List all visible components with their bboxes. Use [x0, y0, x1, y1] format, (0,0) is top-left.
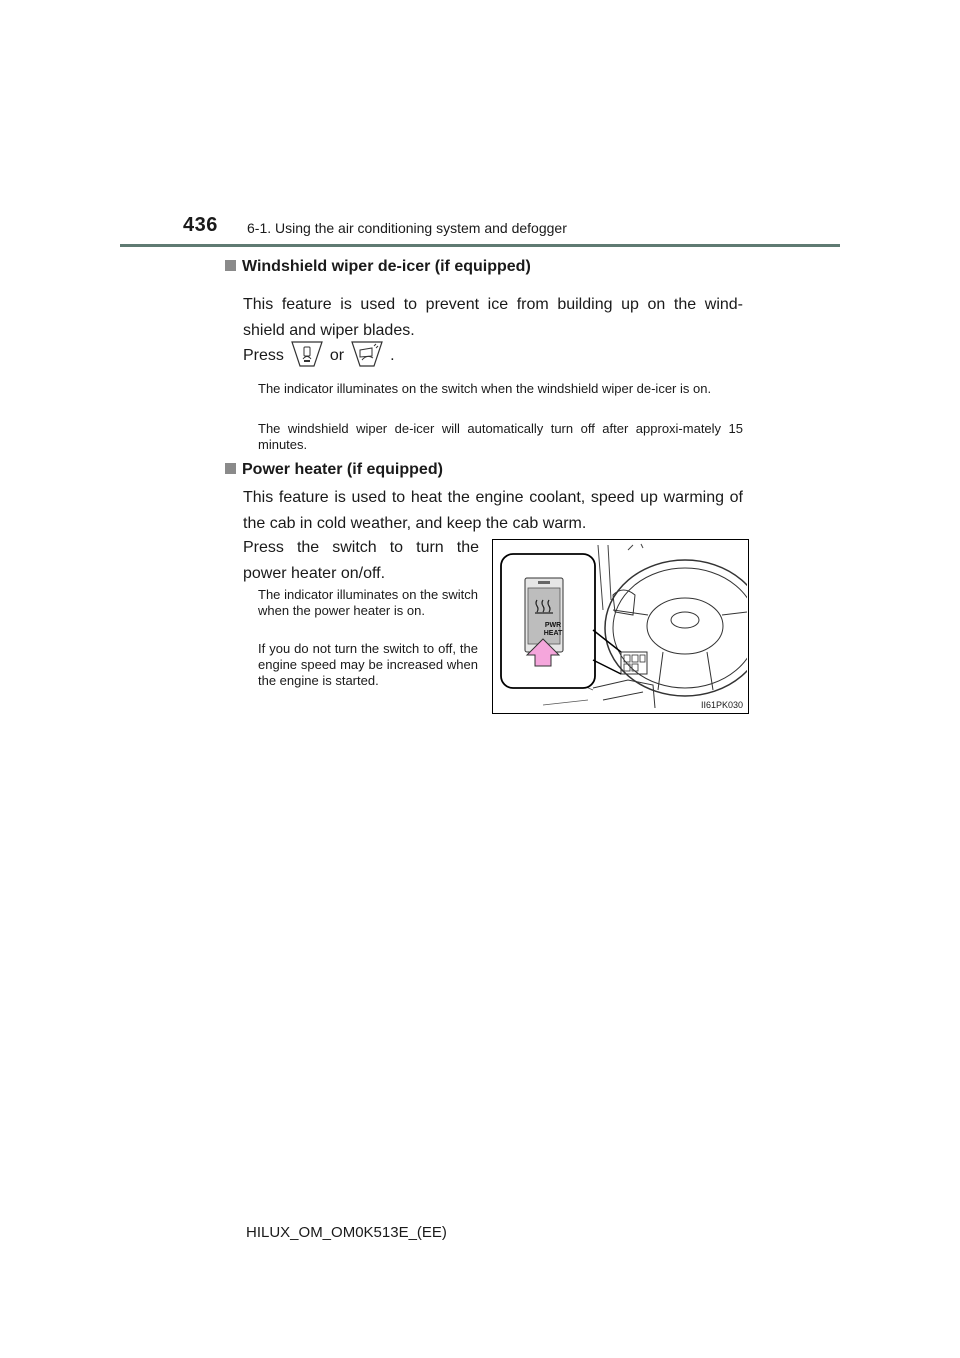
heading-text: Power heater (if equipped)	[242, 461, 443, 478]
document-id: HILUX_OM_OM0K513E_(EE)	[246, 1224, 447, 1241]
switch-label-pwr: PWR	[544, 622, 562, 629]
page-number: 436	[183, 214, 218, 236]
paragraph-line: This feature is used to prevent ice from building up on the wind-	[243, 296, 743, 313]
figure-code: II61PK030	[700, 700, 743, 710]
section-heading-wiper-deicer	[225, 258, 531, 276]
note-engine-speed: If you do not turn the switch to off, the engine speed may be increased when the engine is started.	[258, 641, 478, 688]
heading-bullet-icon	[225, 260, 236, 271]
press-instruction	[243, 342, 395, 370]
note-power-heater-indicator: The indicator illuminates on the switch when the power heater is on.	[258, 587, 478, 618]
wiper-deicer-button-icon	[350, 340, 384, 373]
dashboard-illustration	[493, 540, 747, 712]
section-title: 6-1. Using the air conditioning system and defogger	[247, 220, 567, 236]
power-heater-instruction: Press the switch to turn the power heater on/off.	[243, 539, 479, 582]
paragraph-power-heater: This feature is used to heat the engine coolant, speed up warming of the cab in cold weather, and keep the cab warm.	[243, 489, 743, 532]
paragraph-wiper-deicer	[243, 292, 743, 344]
press-word: Press	[243, 347, 284, 364]
power-heater-figure	[492, 539, 749, 714]
note-auto-off: The windshield wiper de-icer will automatically turn off after approxi-mately 15 minutes.	[258, 421, 743, 452]
heading-bullet-icon	[225, 463, 236, 474]
paragraph-line: shield and wiper blades.	[243, 322, 415, 339]
note-indicator: The indicator illuminates on the switch when the windshield wiper de-icer is on.	[258, 381, 712, 396]
switch-label-heat: HEAT	[543, 630, 563, 637]
power-heater-switch	[534, 622, 572, 638]
header-divider	[120, 244, 840, 247]
period: .	[390, 347, 395, 364]
front-wiper-deicer-button-icon	[290, 340, 324, 373]
section-heading-power-heater	[225, 461, 443, 479]
or-word: or	[329, 347, 345, 364]
heading-text: Windshield wiper de-icer (if equipped)	[242, 258, 531, 275]
